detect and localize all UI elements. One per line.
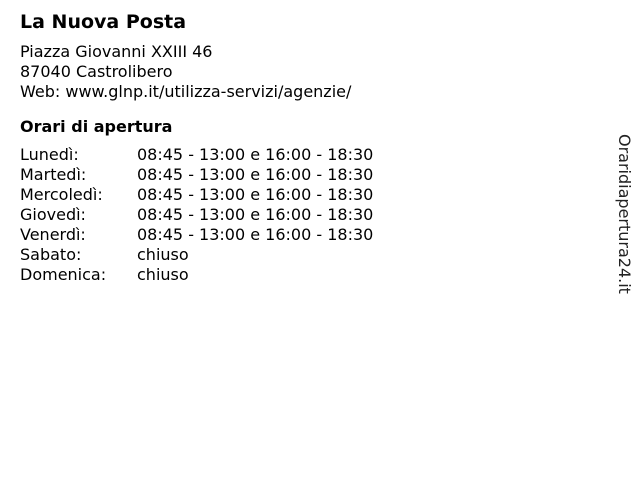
opening-hours-table (20, 145, 580, 285)
day-label: Mercoledì: (20, 185, 103, 204)
day-label: Giovedì: (20, 205, 86, 224)
day-label: Sabato: (20, 245, 82, 264)
address-block (20, 42, 580, 102)
hours-row-thursday (20, 205, 580, 225)
day-label: Martedì: (20, 165, 87, 184)
site-watermark: Oraridiapertura24.it (615, 134, 634, 294)
opening-hours-title: Orari di apertura (20, 117, 173, 136)
hours-row-sunday (20, 265, 580, 285)
hours-row-saturday (20, 245, 580, 265)
day-hours: chiuso (137, 245, 189, 264)
day-label: Venerdì: (20, 225, 86, 244)
business-name: La Nuova Posta (20, 11, 187, 33)
day-hours: chiuso (137, 265, 189, 284)
day-label: Domenica: (20, 265, 107, 284)
hours-row-monday (20, 145, 580, 165)
day-label: Lunedì: (20, 145, 79, 164)
day-hours: 08:45 - 13:00 e 16:00 - 18:30 (137, 205, 374, 224)
day-hours: 08:45 - 13:00 e 16:00 - 18:30 (137, 165, 374, 184)
day-hours: 08:45 - 13:00 e 16:00 - 18:30 (137, 185, 374, 204)
address-city: 87040 Castrolibero (20, 62, 173, 81)
business-card (20, 10, 580, 285)
address-street: Piazza Giovanni XXIII 46 (20, 42, 213, 61)
hours-row-friday (20, 225, 580, 245)
day-hours: 08:45 - 13:00 e 16:00 - 18:30 (137, 145, 374, 164)
day-hours: 08:45 - 13:00 e 16:00 - 18:30 (137, 225, 374, 244)
hours-row-wednesday (20, 185, 580, 205)
hours-row-tuesday (20, 165, 580, 185)
website-text: Web: www.glnp.it/utilizza-servizi/agenzie/ (20, 82, 352, 101)
